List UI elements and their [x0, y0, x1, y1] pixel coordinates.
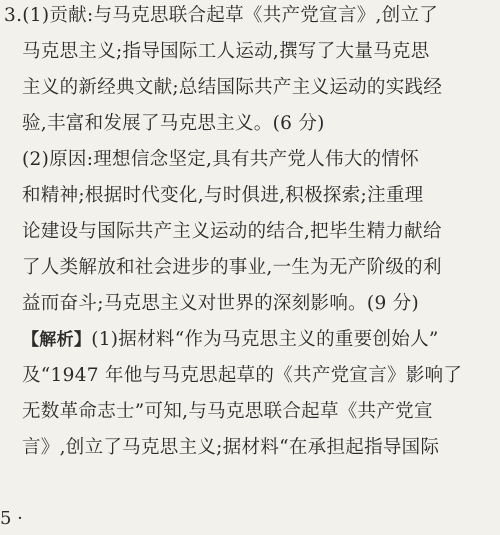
part2-line-4: 了人类解放和社会进步的事业,一生为无产阶级的利: [22, 257, 442, 278]
question-number: 3.: [4, 5, 23, 26]
analysis-line-1: [22, 324, 439, 356]
part2-line-2: 和精神;根据时代变化,与时俱进,积极探索;注重理: [22, 185, 424, 206]
part1-line-2: 马克思主义;指导国际工人运动,撰写了大量马克思: [22, 41, 430, 62]
part2-line-3: 论建设与国际共产主义运动的结合,把毕生精力献给: [22, 221, 442, 242]
analysis-line-3: 无数革命志士”可知,与马克思联合起草《共产党宣: [22, 401, 433, 422]
page-number: 5 ·: [0, 508, 23, 529]
analysis-line-1-text: (1)据材料“作为马克思主义的重要创始人”: [91, 329, 439, 350]
part1-line-4: 验,丰富和发展了马克思主义。(6 分): [22, 113, 325, 134]
analysis-line-2: 及“1947 年他与马克思起草的《共产党宣言》影响了: [22, 365, 463, 386]
analysis-line-4: 言》,创立了马克思主义;据材料“在承担起指导国际: [22, 437, 440, 458]
analysis-label: 【解析】: [22, 330, 92, 350]
part2-line-5: 益而奋斗;马克思主义对世界的深刻影响。(9 分): [22, 293, 420, 314]
part1-line-1: (1)贡献:与马克思联合起草《共产党宣言》,创立了: [22, 5, 439, 26]
part1-line-3: 主义的新经典文献;总结国际共产主义运动的实践经: [22, 77, 443, 98]
question-line-1: [4, 0, 438, 32]
part2-line-1: (2)原因:理想信念坚定,具有共产党人伟大的情怀: [22, 149, 420, 170]
